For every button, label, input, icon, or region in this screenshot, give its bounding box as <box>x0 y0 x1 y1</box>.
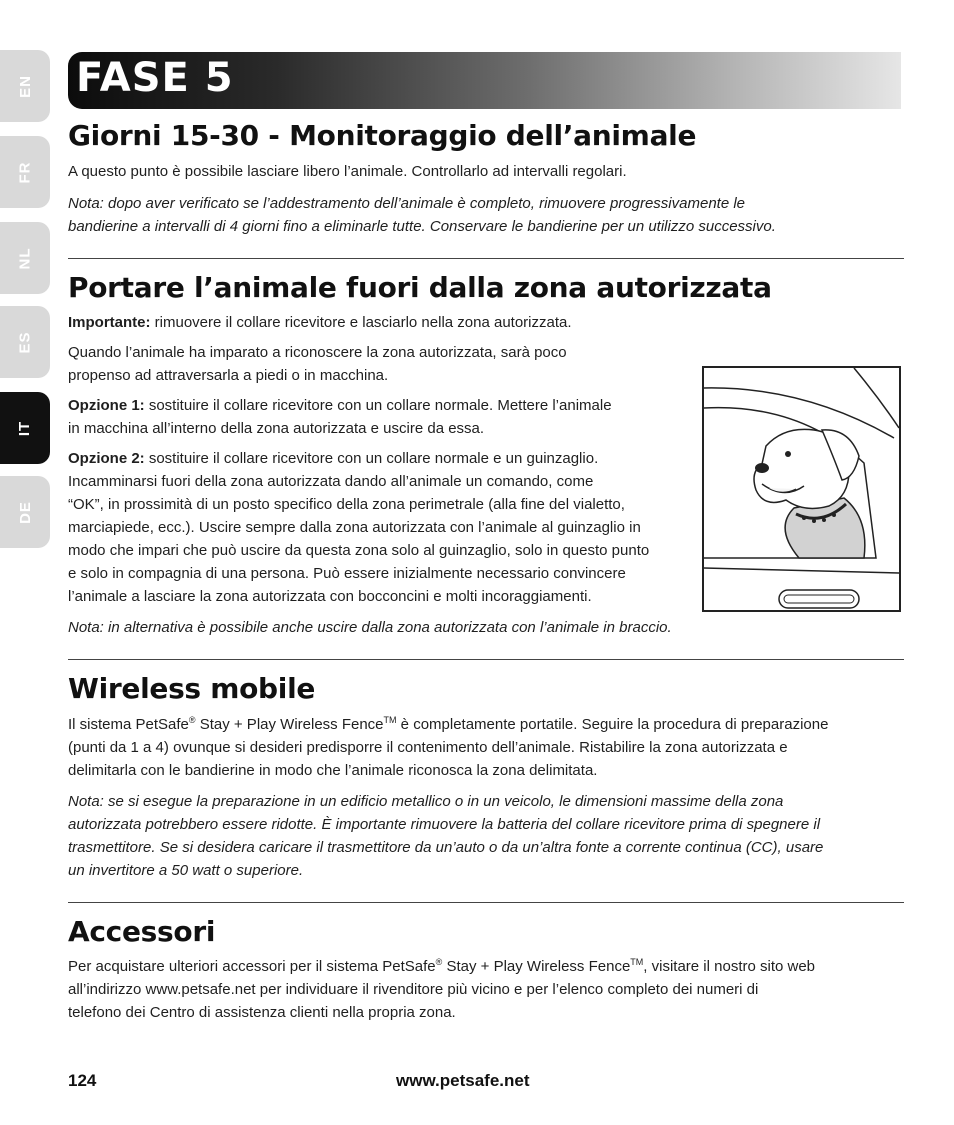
dog-in-car-illustration <box>702 366 901 612</box>
lang-tab-en[interactable] <box>0 50 50 122</box>
text-line: sostituire il collare ricevitore con un collare normale e un guinzaglio. <box>144 450 599 467</box>
text-run: Stay + Play Wireless Fence <box>195 716 384 733</box>
section4-paragraph <box>68 955 904 1024</box>
text-line: (punti da 1 a 4) ovunque si desideri predisporre il contenimento dell’animale. Ristabilire la zona autorizzata e <box>68 739 788 756</box>
section2-note: Nota: in alternativa è possibile anche uscire dalla zona autorizzata con l’animale in braccio. <box>68 619 672 636</box>
registered-mark: ® <box>435 957 443 967</box>
lang-tab-fr[interactable] <box>0 136 50 208</box>
important-paragraph <box>68 311 904 334</box>
text-line: marciapiede, ecc.). Uscire sempre dalla zona autorizzata con l’animale al guinzaglio in <box>68 519 641 536</box>
section3-paragraph <box>68 713 904 782</box>
lang-tab-es[interactable] <box>0 306 50 378</box>
lang-tab-label: ES <box>16 330 34 354</box>
text-run: Per acquistare ulteriori accessori per il sistema PetSafe <box>68 958 436 975</box>
step-title: FASE 5 <box>76 55 234 101</box>
registered-mark: ® <box>188 715 196 725</box>
section3-note <box>68 790 904 882</box>
important-label: Importante: <box>68 314 151 331</box>
text-line: delimitarla con le bandierine in modo che l’animale riconosca la zona delimitata. <box>68 762 598 779</box>
note-line: Nota: se si esegue la preparazione in un edificio metallico o in un veicolo, le dimensioni massime della zona <box>68 793 784 810</box>
lang-tab-nl[interactable] <box>0 222 50 294</box>
text-line: Quando l’animale ha imparato a riconoscere la zona autorizzata, sarà poco <box>68 344 567 361</box>
text-line: e solo in compagnia di una persona. Può essere inizialmente necessario convincere <box>68 565 626 582</box>
text-line: in macchina all’interno della zona autorizzata e uscire da essa. <box>68 420 485 437</box>
lang-tab-de[interactable] <box>0 476 50 548</box>
text-run: Stay + Play Wireless Fence <box>442 958 631 975</box>
page-number: 124 <box>68 1071 97 1090</box>
trademark-mark: TM <box>383 715 397 725</box>
step-header-band <box>68 52 901 109</box>
text-run: è completamente portatile. Seguire la procedura di preparazione <box>396 716 829 733</box>
lang-tab-it[interactable] <box>0 392 50 464</box>
lang-tab-label: NL <box>16 247 34 269</box>
section-title-wireless-mobile: Wireless mobile <box>68 672 316 705</box>
note-line: Nota: dopo aver verificato se l’addestramento dell’animale è completo, rimuovere progressivamente le <box>68 195 746 212</box>
text-line: telefono dei Centro di assistenza clienti nella propria zona. <box>68 1004 456 1021</box>
text-line: modo che impari che può uscire da questa zona solo al guinzaglio, solo in questo punto <box>68 542 650 559</box>
lang-tab-label: EN <box>16 74 34 98</box>
section-title-leave-zone: Portare l’animale fuori dalla zona autorizzata <box>68 271 772 304</box>
text-line: l’animale a lasciare la zona autorizzata con bocconcini e molti incoraggiamenti. <box>68 588 592 605</box>
section-divider <box>68 258 904 259</box>
text-line: propenso ad attraversarla a piedi o in macchina. <box>68 367 389 384</box>
note-line: autorizzata potrebbero essere ridotte. È importante rimuovere la batteria del collare ricevitore prima di spegnere il <box>68 816 821 833</box>
note-line: trasmettitore. Se si desidera caricare il trasmettitore da un’auto o da un’altra fonte a corrente continua (CC), usare <box>68 839 824 856</box>
option2-label: Opzione 2: <box>68 450 145 467</box>
text-run: , visitare il nostro sito web <box>643 958 816 975</box>
section-divider <box>68 659 904 660</box>
note-line: un invertitore a 50 watt o superiore. <box>68 862 304 879</box>
trademark-mark: TM <box>630 957 644 967</box>
option1-label: Opzione 1: <box>68 397 145 414</box>
lang-tab-label: DE <box>16 500 34 524</box>
text-line: Incamminarsi fuori della zona autorizzata dando all’animale un comando, come <box>68 473 594 490</box>
lang-tab-label: FR <box>16 161 34 183</box>
section-title-monitoring: Giorni 15-30 - Monitoraggio dell’animale <box>68 119 697 152</box>
text-line: “OK”, in prossimità di un posto specifico della zona perimetrale (alla fine del vialetto, <box>68 496 625 513</box>
footer-url-link[interactable]: www.petsafe.net <box>396 1071 530 1090</box>
note-line: bandierine a intervalli di 4 giorni fino a eliminarle tutte. Conservare le bandierine per un utilizzo successivo. <box>68 218 776 235</box>
text-run: Il sistema PetSafe <box>68 716 189 733</box>
section-title-accessories: Accessori <box>68 915 216 948</box>
section1-paragraph: A questo punto è possibile lasciare libero l’animale. Controllarlo ad intervalli regolari. <box>68 163 627 180</box>
lang-tab-label: IT <box>16 420 34 436</box>
section-divider <box>68 902 904 903</box>
text-line: all’indirizzo www.petsafe.net per individuare il rivenditore più vicino e per l’elenco completo dei numeri di <box>68 981 759 998</box>
dog-car-drawing <box>704 368 899 610</box>
important-text: rimuovere il collare ricevitore e lasciarlo nella zona autorizzata. <box>150 314 572 331</box>
section1-note <box>68 192 904 238</box>
text-line: sostituire il collare ricevitore con un collare normale. Mettere l’animale <box>144 397 612 414</box>
